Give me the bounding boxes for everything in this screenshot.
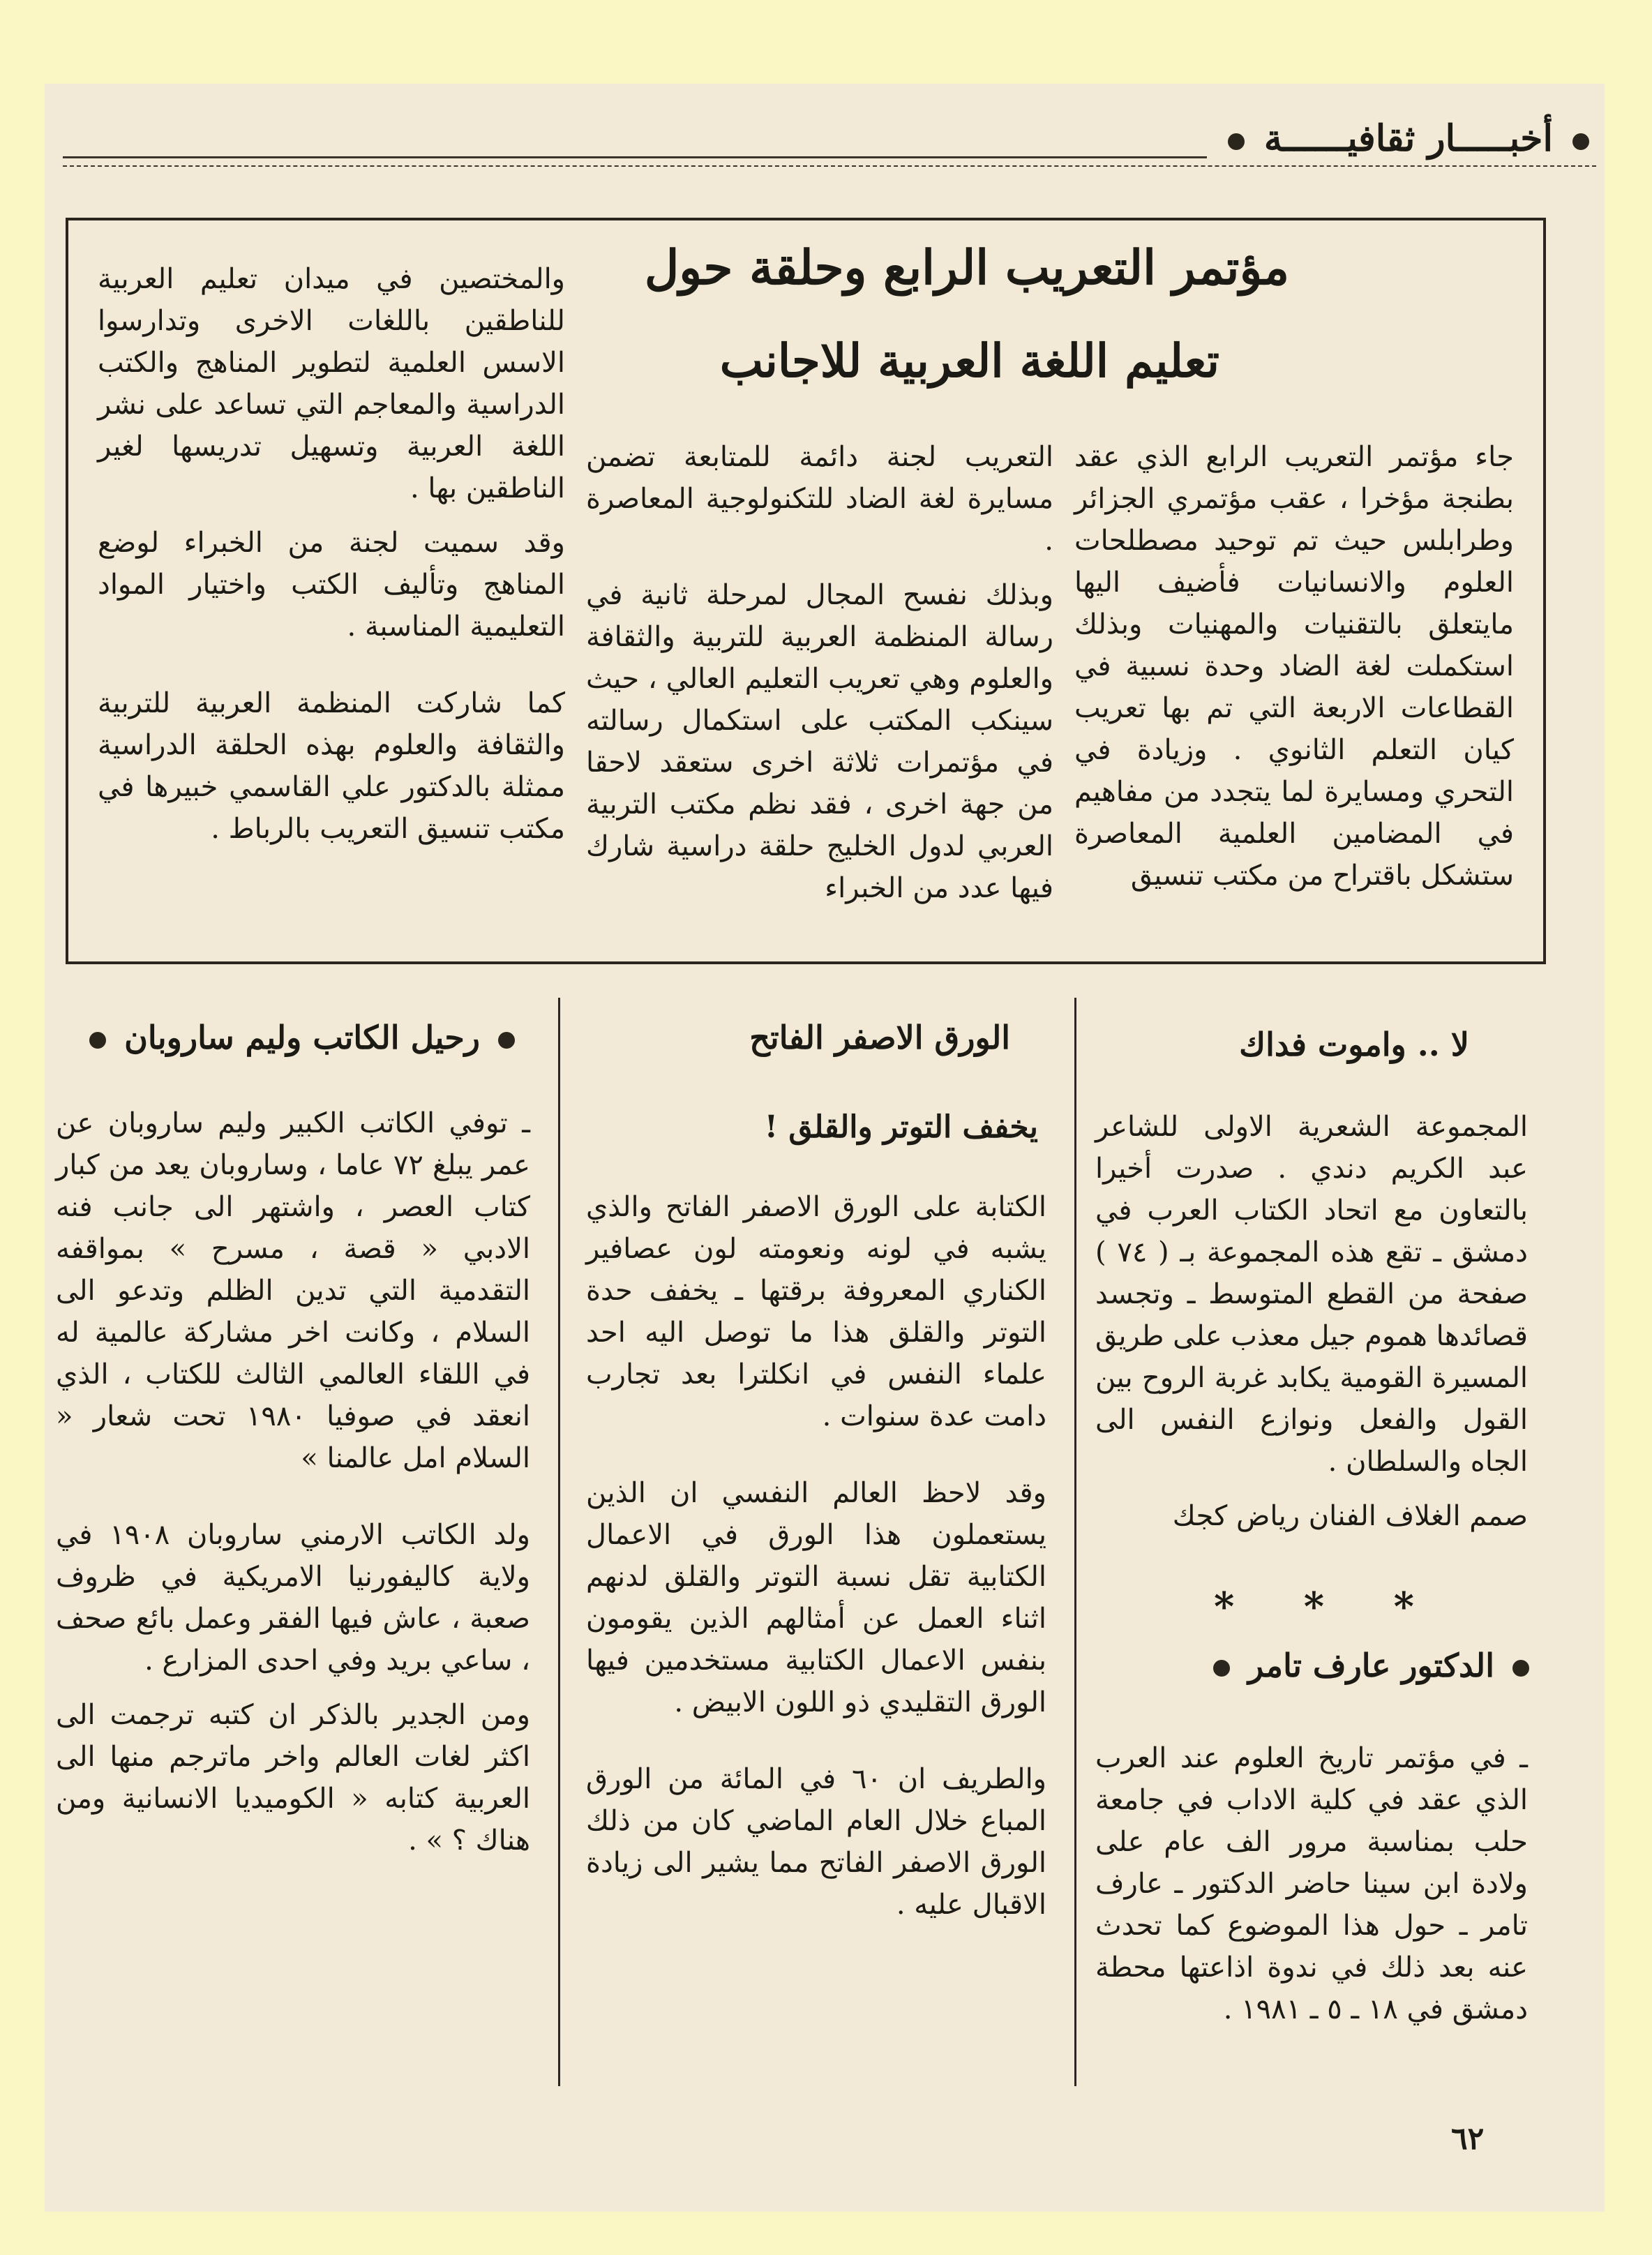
feature-column-middle <box>586 436 1053 922</box>
feature-title-line1: مؤتمر التعريب الرابع وحلقة حول <box>644 240 1289 296</box>
feature-column-left <box>98 258 565 862</box>
news-left-title-text: رحيل الكاتب وليم ساروبان <box>124 1019 480 1056</box>
news-right-body-2 <box>1095 1737 1528 2043</box>
section-title: أخبـــــار ثقافيــــــة <box>1263 117 1553 160</box>
section-header <box>1207 117 1596 160</box>
news-middle-title: الورق الاصفر الفاتح <box>749 1019 1010 1056</box>
feature-title-line2: تعليم اللغة العربية للاجانب <box>719 334 1219 388</box>
paragraph: وقد لاحظ العالم النفسي ان الذين يستعملون هذا الورق في الاعمال الكتابية تقل نسبة التوتر والقلق لدنهم اثناء العمل عن أمثالهم الذين يقومون بنفس الاعمال الكتابية مستخدمين فيها الورق التقليدي ذو اللون الابيض . <box>586 1477 1046 1718</box>
paragraph: ـ توفي الكاتب الكبير وليم ساروبان عن عمر يبلغ ٧٢ عاما ، وساروبان يعد من كبار كتاب العصر ، واشتهر الى جانب فنه الادبي « قصة ، مسرح » بمواقفه التقدمية التي تدين الظلم وتدعو الى السلام ، وكانت اخر مشاركة عالمية له في اللقاء العالمي الثالث للكتاب ، الذي انعقد في صوفيا ١٩٨٠ تحت شعار « السلام امل عالمنا » <box>56 1107 530 1474</box>
news-right-body <box>1095 1106 1528 1550</box>
page-number: ٦٢ <box>1451 2121 1485 2157</box>
bullet-icon <box>89 1032 106 1049</box>
paragraph: جاء مؤتمر التعريب الرابع الذي عقد بطنجة مؤخرا ، عقب مؤتمري الجزائر وطرابلس حيث تم توحيد مصطلحات العلوم والانسانيات فأضيف اليها مايتعلق بالتقنيات والمهنيات وبذلك استكملت لغة الضاد وحدة نسبية في القطاعات الاربعة التي تم بها تعريب كيان التعلم الثانوي . وزيادة في التحري ومسايرة لما يتجدد من مفاهيم في المضامين العلمية المعاصرة ستشكل باقتراح من مكتب تنسيق <box>1074 441 1514 892</box>
paragraph: وقد سميت لجنة من الخبراء لوضع المناهج وتأليف الكتب واختيار المواد التعليمية المناسبة . <box>98 527 565 643</box>
bullet-icon <box>1228 133 1245 150</box>
bullet-icon <box>1213 1660 1230 1677</box>
paragraph: ـ في مؤتمر تاريخ العلوم عند العرب الذي عقد في كلية الاداب في جامعة حلب بمناسبة مرور الف عام على ولادة ابن سينا حاضر الدكتور ـ عارف تامر ـ حول هذا الموضوع كما تحدث عنه بعد ذلك في ندوة اذاعتها محطة دمشق في ١٨ ـ ٥ ـ ١٩٨١ . <box>1095 1742 1528 2025</box>
news-left-title <box>82 1019 522 1056</box>
bullet-icon <box>1512 1660 1529 1677</box>
news-right-title-2 <box>1206 1647 1536 1684</box>
news-right-title-2-text: الدكتور عارف تامر <box>1248 1647 1494 1684</box>
news-left-body <box>56 1102 530 1874</box>
bullet-icon <box>1572 133 1589 150</box>
bullet-icon <box>498 1032 515 1049</box>
paragraph: وبذلك نفسح المجال لمرحلة ثانية في رسالة المنظمة العربية للتربية والثقافة والعلوم وهي تعريب التعليم العالي ، حيث سينكب المكتب على استكمال رسالته في مؤتمرات ثلاثة اخرى ستعقد لاحقا من جهة اخرى ، فقد نظم مكتب التربية العربي لدول الخليج حلقة دراسية شارك فيها عدد من الخبراء <box>586 579 1053 904</box>
feature-column-right <box>1074 436 1514 909</box>
news-middle-subtitle: يخفف التوتر والقلق ! <box>764 1109 1038 1145</box>
news-right-title: لا .. واموت فداك <box>1239 1026 1469 1063</box>
paragraph: والطريف ان ٦٠ في المائة من الورق المباع خلال العام الماضي كان من ذلك الورق الاصفر الفاتح مما يشير الى زيادة الاقبال عليه . <box>586 1763 1046 1921</box>
paragraph: المجموعة الشعرية الاولى للشاعر عبد الكريم دندي . صدرت أخيرا بالتعاون مع اتحاد الكتاب العرب في دمشق ـ تقع هذه المجموعة بـ ( ٧٤ ) صفحة من القطع المتوسط ـ وتجسد قصائدها هموم جيل معذب على طريق المسيرة القومية يكابد غربة الروح بين القول والفعل ونوازع النفس الى الجاه والسلطان . <box>1095 1111 1528 1478</box>
column-divider <box>1074 998 1076 2086</box>
separator-stars: * * * <box>1214 1584 1442 1630</box>
paragraph: ومن الجدير بالذكر ان كتبه ترجمت الى اكثر لغات العالم واخر ماترجم منها الى العربية كتابه « الكوميديا الانسانية ومن هناك ؟ » . <box>56 1699 530 1857</box>
paragraph: والمختصين في ميدان تعليم العربية للناطقين باللغات الاخرى وتدارسوا الاسس العلمية لتطوير المناهج والكتب الدراسية والمعاجم التي تساعد على نشر اللغة العربية وتسهيل تدريسها لغير الناطقين بها . <box>98 263 565 504</box>
column-divider <box>558 998 560 2086</box>
paragraph: صمم الغلاف الفنان رياض كجك <box>1172 1500 1528 1532</box>
paragraph: ولد الكاتب الارمني ساروبان ١٩٠٨ في ولاية كاليفورنيا الامريكية في ظروف صعبة ، عاش فيها الفقر وعمل بائع صحف ، ساعي بريد وفي احدى المزارع . <box>56 1519 530 1677</box>
paragraph: التعريب لجنة دائمة للمتابعة تضمن مسايرة لغة الضاد للتكنولوجية المعاصرة . <box>586 441 1053 557</box>
paragraph: كما شاركت المنظمة العربية للتربية والثقافة والعلوم بهذه الحلقة الدراسية ممثلة بالدكتور علي القاسمي خبيرها في مكتب تنسيق التعريب بالرباط . <box>98 687 565 845</box>
paragraph: الكتابة على الورق الاصفر الفاتح والذي يشبه في لونه ونعومته لون عصافير الكناري المعروفة برقتها ـ يخفف حدة التوتر والقلق هذا ما توصل اليه احد علماء النفس في انكلترا بعد تجارب دامت عدة سنوات . <box>586 1191 1046 1432</box>
news-middle-body <box>586 1186 1046 1938</box>
